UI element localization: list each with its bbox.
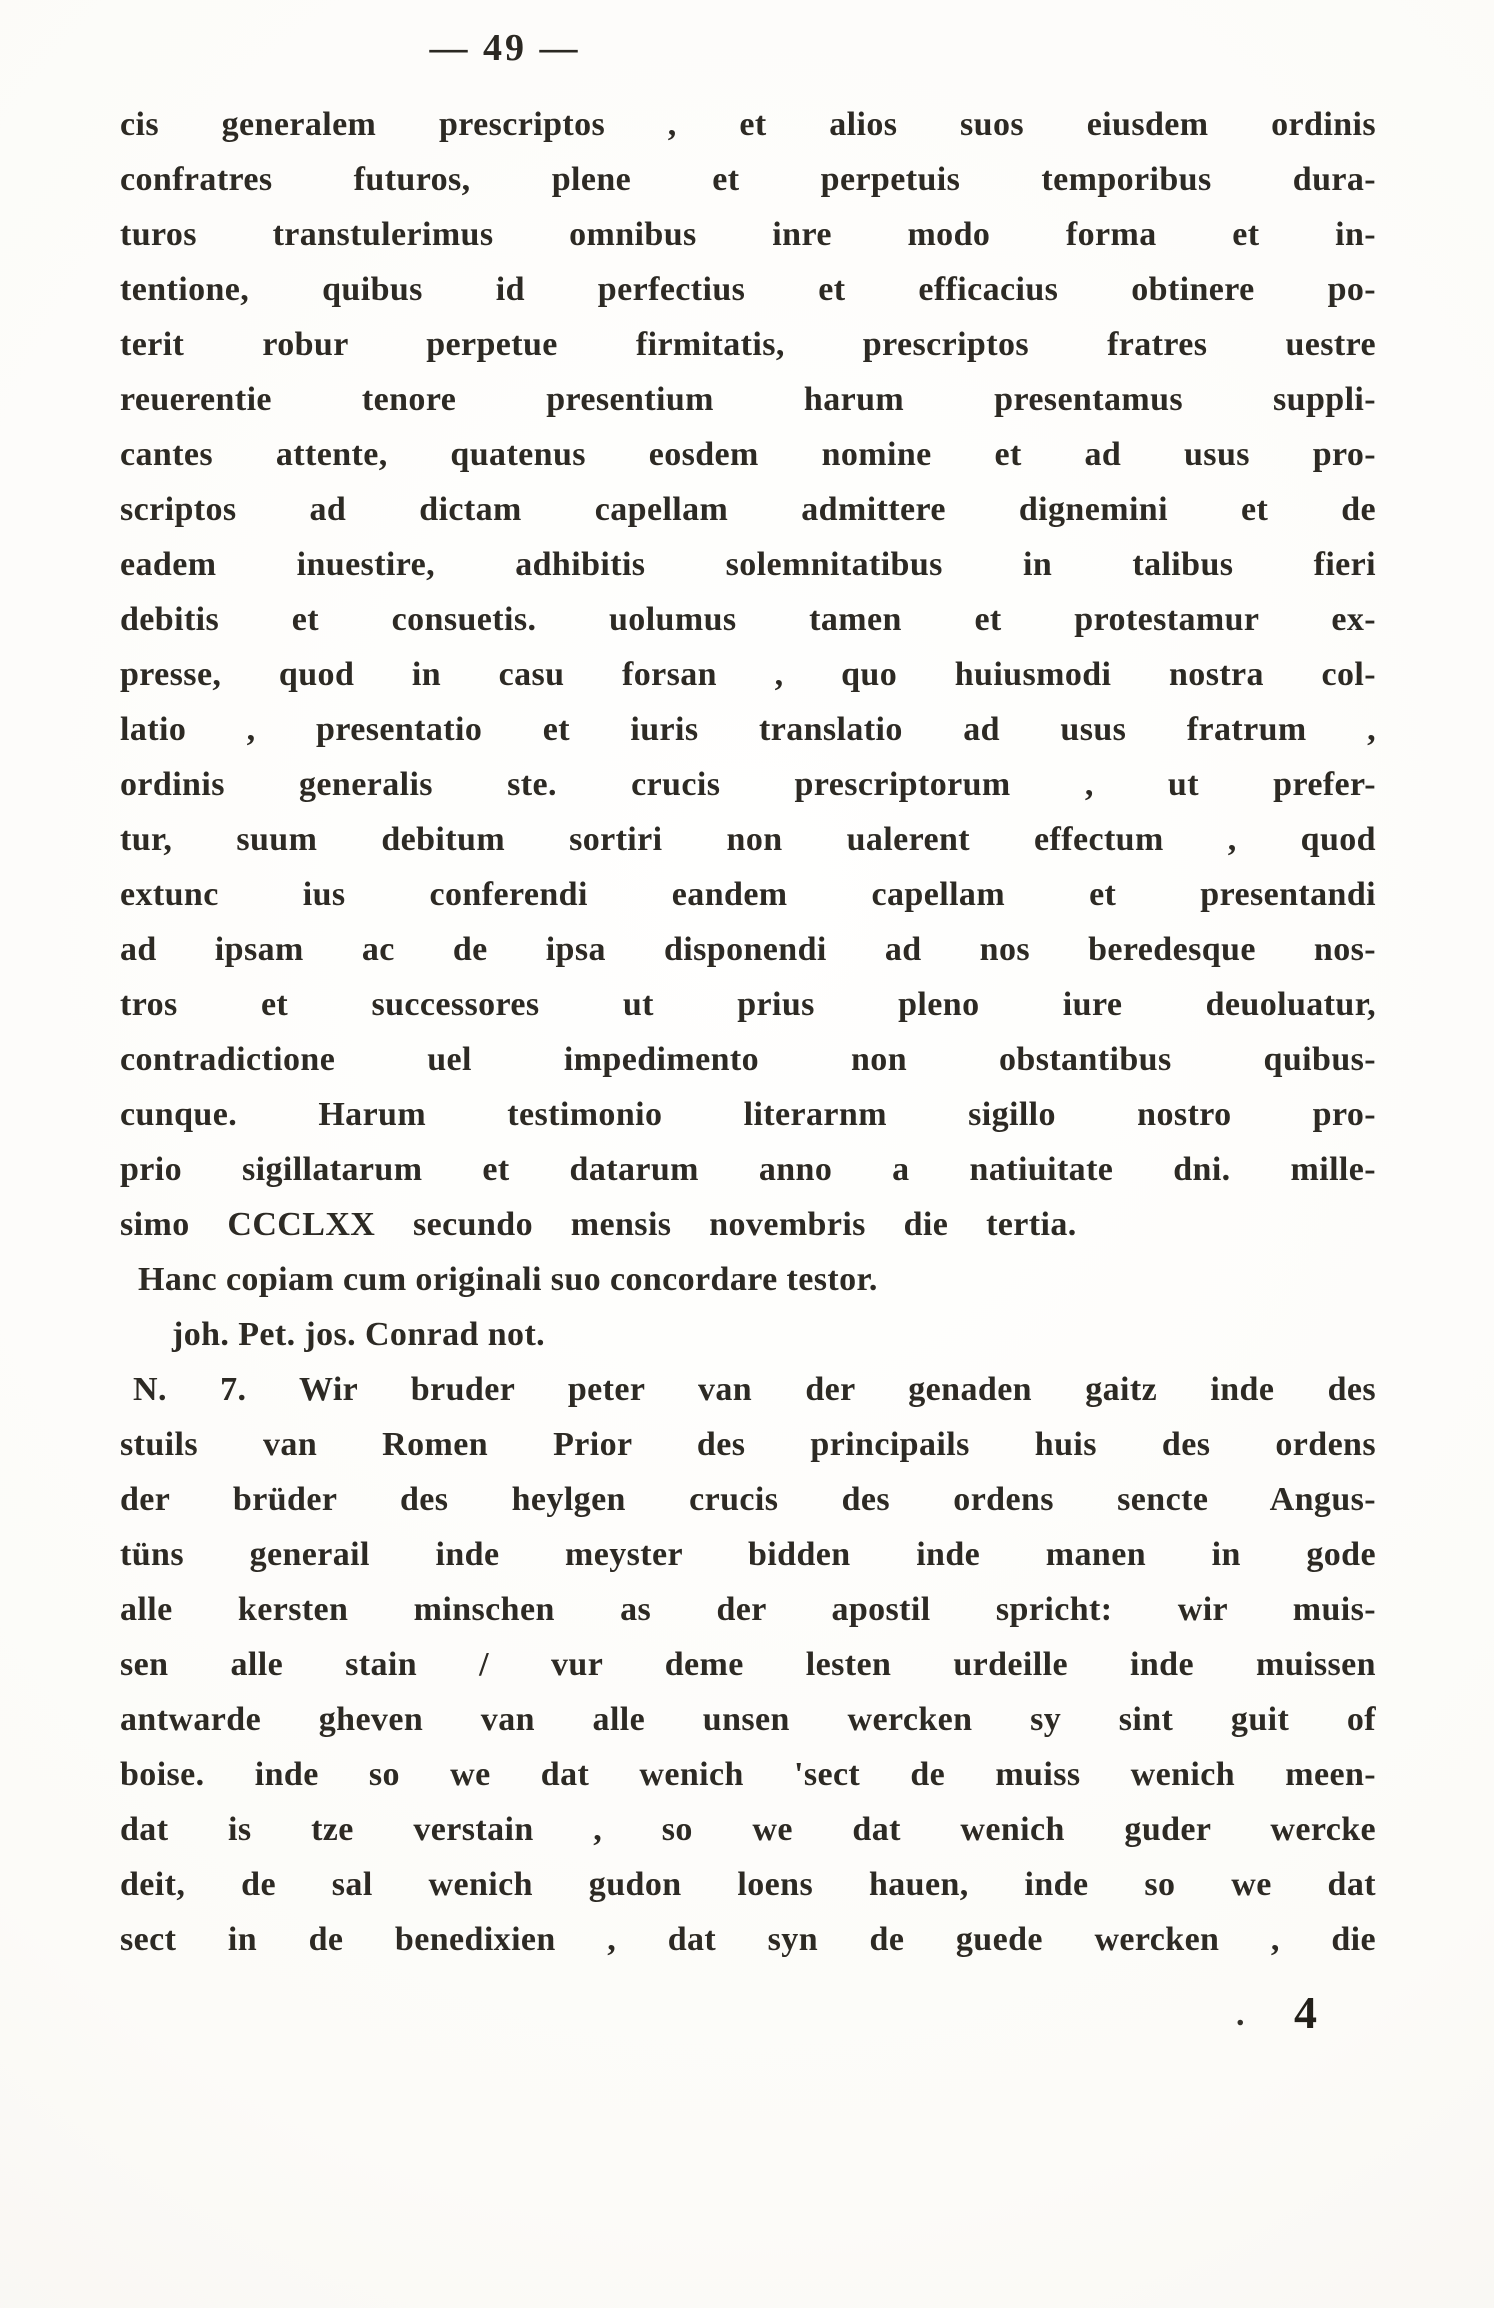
text-line: cantes attente, quatenus eosdem nomine et ad usus pro-	[120, 436, 1376, 473]
text-line: scriptos ad dictam capellam admittere dignemini et de	[120, 491, 1376, 528]
notary-signature-line: joh. Pet. jos. Conrad not.	[172, 1316, 546, 1353]
text-line: tros et successores ut prius pleno iure deuoluatur,	[120, 986, 1376, 1023]
text-line: sen alle stain / vur deme lesten urdeille inde muissen	[120, 1646, 1376, 1683]
text-line: tur, suum debitum sortiri non ualerent effectum , quod	[120, 821, 1376, 858]
signature-dot: .	[1236, 1996, 1245, 2033]
text-line: latio , presentatio et iuris translatio ad usus fratrum ,	[120, 711, 1376, 748]
text-line: prio sigillatarum et datarum anno a natiuitate dni. mille-	[120, 1151, 1376, 1188]
section-start-line: N. 7. Wir bruder peter van der genaden gaitz inde des	[133, 1371, 1376, 1408]
text-line: cunque. Harum testimonio literarnm sigillo nostro pro-	[120, 1096, 1376, 1133]
text-line: simo CCCLXX secundo mensis novembris die tertia.	[120, 1206, 1077, 1243]
text-line: ad ipsam ac de ipsa disponendi ad nos beredesque nos-	[120, 931, 1376, 968]
text-line: tentione, quibus id perfectius et efficacius obtinere po-	[120, 271, 1376, 308]
text-line: boise. inde so we dat wenich 'sect de muiss wenich meen-	[120, 1756, 1376, 1793]
text-line: turos transtulerimus omnibus inre modo forma et in-	[120, 216, 1376, 253]
text-line: sect in de benedixien , dat syn de guede wercken , die	[120, 1921, 1376, 1958]
text-line: reuerentie tenore presentium harum presentamus suppli-	[120, 381, 1376, 418]
text-line: deit, de sal wenich gudon loens hauen, inde so we dat	[120, 1866, 1376, 1903]
text-line: cis generalem prescriptos , et alios suos eiusdem ordinis	[120, 106, 1376, 143]
text-line: extunc ius conferendi eandem capellam et presentandi	[120, 876, 1376, 913]
text-line: antwarde gheven van alle unsen wercken sy sint guit of	[120, 1701, 1376, 1738]
text-line: dat is tze verstain , so we dat wenich guder wercke	[120, 1811, 1376, 1848]
attestation-line: Hanc copiam cum originali suo concordare testor.	[138, 1261, 878, 1298]
text-line: contradictione uel impedimento non obstantibus quibus-	[120, 1041, 1376, 1078]
page-number: — 49 —	[429, 27, 581, 69]
signature-mark: 4	[1294, 1987, 1317, 2038]
text-line: presse, quod in casu forsan , quo huiusmodi nostra col-	[120, 656, 1376, 693]
text-line: alle kersten minschen as der apostil spricht: wir muis-	[120, 1591, 1376, 1628]
text-line: eadem inuestire, adhibitis solemnitatibus in talibus fieri	[120, 546, 1376, 583]
text-line: stuils van Romen Prior des principails huis des ordens	[120, 1426, 1376, 1463]
text-line: confratres futuros, plene et perpetuis temporibus dura-	[120, 161, 1376, 198]
text-line: ordinis generalis ste. crucis prescriptorum , ut prefer-	[120, 766, 1376, 803]
text-line: der brüder des heylgen crucis des ordens sencte Angus-	[120, 1481, 1376, 1518]
document-body	[120, 97, 1376, 1967]
text-line: debitis et consuetis. uolumus tamen et protestamur ex-	[120, 601, 1376, 638]
text-line: terit robur perpetue firmitatis, prescriptos fratres uestre	[120, 326, 1376, 363]
text-line: tüns generail inde meyster bidden inde manen in gode	[120, 1536, 1376, 1573]
